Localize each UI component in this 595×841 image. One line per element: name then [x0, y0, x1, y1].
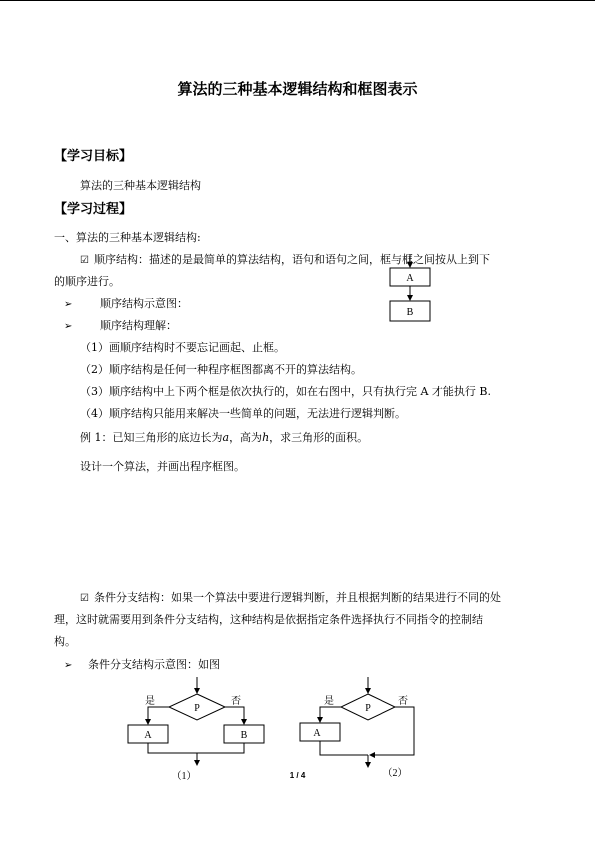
var-h: h — [262, 431, 270, 444]
flow-box-b-label: B — [406, 307, 414, 318]
sequence-item-4: （4）顺序结构只能用来解决一些简单的问题，无法进行逻辑判断。 — [80, 407, 406, 420]
yes-label: 是 — [145, 696, 155, 707]
top-rule — [0, 0, 595, 1]
heading-learning-goal: 【学习目标】 — [54, 149, 133, 164]
svg-text:B: B — [240, 730, 248, 741]
example-1: 例 1：已知三角形的底边长为a，高为h，求三角形的面积。 — [80, 431, 369, 444]
sequence-item-2: （2）顺序结构是任何一种程序框图都离不开的算法结构。 — [80, 363, 362, 376]
arrow-bullet-icon: ➢ — [64, 299, 73, 310]
conditional-flowchart-2 — [295, 675, 435, 785]
svg-text:P: P — [194, 703, 200, 714]
sequence-item-1: （1）画顺序结构时不要忘记画起、止框。 — [80, 341, 285, 354]
design-instruction: 设计一个算法，并画出程序框图。 — [80, 460, 245, 473]
checkbox-icon: ☑ — [80, 593, 89, 604]
svg-text:A: A — [144, 730, 152, 741]
section-one-heading: 一、算法的三种基本逻辑结构: — [54, 231, 201, 244]
arrow-bullet-icon: ➢ — [64, 321, 73, 332]
page-title: 算法的三种基本逻辑结构和框图表示 — [177, 80, 418, 98]
conditional-definition-end: 构。 — [54, 635, 76, 648]
bullet-sequence-diagram: ➢ 顺序结构示意图： — [64, 297, 188, 310]
goal-text: 算法的三种基本逻辑结构 — [80, 179, 201, 192]
flow-box-a-label: A — [406, 273, 414, 284]
bullet-sequence-understanding: ➢ 顺序结构理解： — [64, 319, 177, 332]
bullet-conditional-diagram: ➢ 条件分支结构示意图：如图 — [64, 658, 220, 671]
svg-text:P: P — [365, 703, 371, 714]
arrow-bullet-icon: ➢ — [64, 660, 73, 671]
no-label: 否 — [231, 696, 241, 707]
sequence-definition-cont: 的顺序进行。 — [54, 275, 120, 288]
sequence-item-3: （3）顺序结构中上下两个框是依次执行的，如在右图中，只有执行完 A 才能执行 B. — [80, 385, 492, 398]
conditional-definition-cont: 理，这时就需要用到条件分支结构，这种结构是依据指定条件选择执行不同指令的控制结 — [54, 613, 483, 626]
heading-learning-process: 【学习过程】 — [54, 202, 133, 217]
var-a: a — [222, 431, 230, 444]
page-number: 1 / 4 — [289, 771, 306, 780]
conditional-flowchart-1 — [120, 675, 280, 785]
yes-label: 是 — [324, 696, 334, 707]
sequence-definition: ☑ 顺序结构：描述的是最简单的算法结构，语句和语句之间，框与框之间按从上到下 — [80, 253, 490, 266]
figure-2-caption: （2） — [382, 768, 408, 779]
conditional-definition: ☑ 条件分支结构：如果一个算法中要进行逻辑判断，并且根据判断的结果进行不同的处 — [80, 591, 501, 604]
figure-1-caption: （1） — [171, 771, 197, 782]
sequence-flowchart — [385, 252, 435, 327]
no-label: 否 — [398, 696, 408, 707]
checkbox-icon: ☑ — [80, 255, 89, 266]
svg-text:A: A — [313, 728, 321, 739]
